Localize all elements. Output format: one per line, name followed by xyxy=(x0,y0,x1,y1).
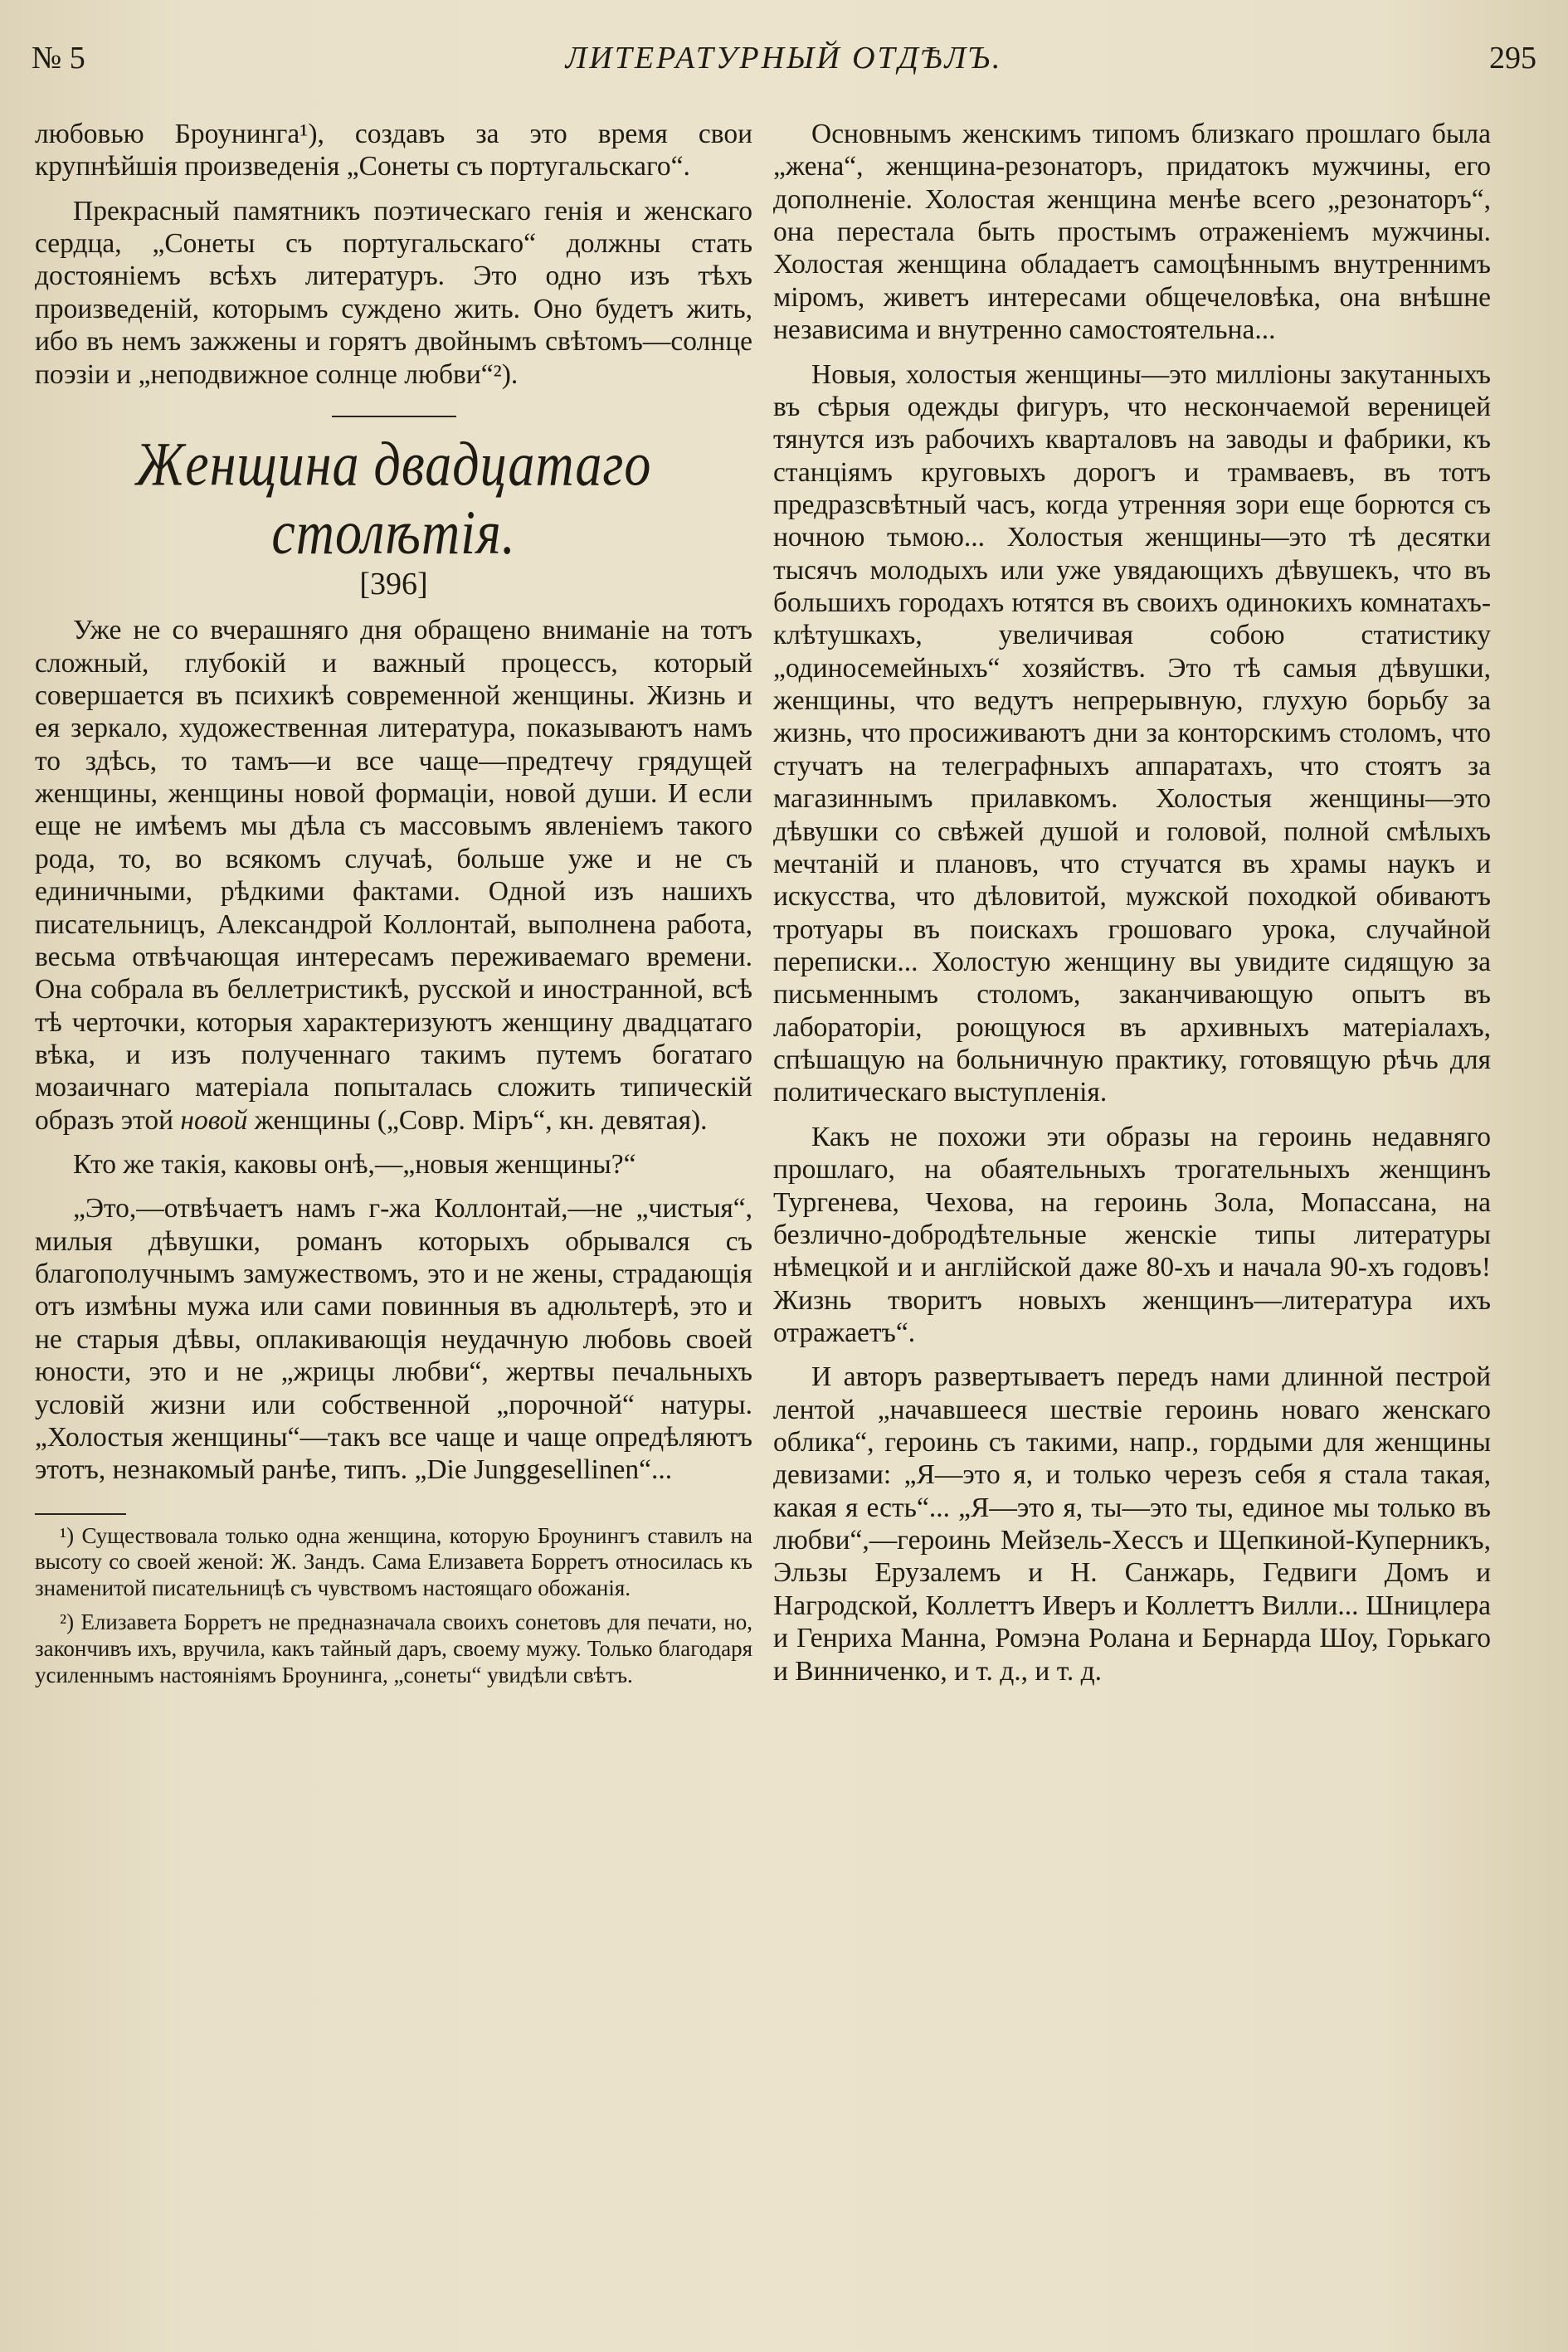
article-title: Женщина двадцатаго столѣтія. xyxy=(135,429,652,567)
right-column xyxy=(773,118,1491,1687)
intro-paragraph: Прекрасный памятникъ поэтическаго генія и женскаго сердца, „Сонеты съ португальскаго“ должны стать достояніемъ всѣхъ литературъ. Это одно изъ тѣхъ произведеній, которымъ суждено жить. Оно будетъ жить, ибо въ немъ зажжены и горятъ двойнымъ свѣтомъ—солнце поэзіи и „неподвижное солнце любви“²). xyxy=(35,195,752,390)
section-divider xyxy=(332,416,456,417)
body-paragraph: И авторъ развертываетъ передъ нами длинной пестрой лентой „начавшееся шествіе героинь новаго женскаго облика“, героинь съ такими, напр., гордыми для женщины девизами: „Я—это я, и только черезъ себя я стала такая, какая я есть“... „Я—это я, ты—это ты, единое мы только въ любви“,—героинь Мейзель-Хессъ и Щепкиной-Куперникъ, Эльзы Ерузалемъ и Н. Санжарь, Гедвиги Домъ и Нагродской, Коллеттъ Иверъ и Коллеттъ Вилли... Шницлера и Генриха Манна, Ромэна Ролана и Бернарда Шоу, Горькаго и Винниченко, и т. д., и т. д. xyxy=(773,1361,1491,1687)
page-number: 295 xyxy=(1489,41,1536,75)
quote-paragraph: „Это,—отвѣчаетъ намъ г-жа Коллонтай,—не „чистыя“, милыя дѣвушки, романъ которыхъ обрывался съ благополучнымъ замужествомъ, это и не жены, страдающія отъ измѣны мужа или сами повинныя въ адюльтерѣ, это и не старыя дѣвы, оплакивающія неудачную любовь своей юности, это и не „жрицы любви“, жертвы печальныхъ условій жизни или собственной „порочной“ натуры. „Холостыя женщины“—такъ все чаще и чаще опредѣляютъ этотъ, незнакомый ранѣе, типъ. „Die Junggesellinen“... xyxy=(35,1193,752,1486)
body-paragraph xyxy=(35,614,752,1137)
footnote: ¹) Существовала только одна женщина, которую Броунингъ ставилъ на высоту со своей женой: Ж. Зандъ. Сама Елизавета Борретъ относилась къ знаменитой писательницѣ съ чувствомъ настоящаго обожанія. xyxy=(35,1522,752,1600)
section-title: ЛИТЕРАТУРНЫЙ ОТДѢЛЪ. xyxy=(565,41,1003,75)
footnote-divider xyxy=(35,1513,126,1515)
italic-word: новой xyxy=(180,1104,248,1136)
left-column xyxy=(35,118,752,1688)
body-text: женщины („Совр. Міръ“, кн. девятая). xyxy=(254,1104,708,1136)
body-paragraph: Какъ не похожи эти образы на героинь недавняго прошлаго, на обаятельныхъ трогательныхъ женщинъ Тургенева, Чехова, на героинь Зола, Мопассана, на безлично-добродѣтельные женскіе типы литературы нѣмецкой и и англійской даже 80-хъ и начала 90-хъ годовъ! Жизнь творитъ новыхъ женщинъ—литература ихъ отражаетъ“. xyxy=(773,1121,1491,1348)
body-paragraph: Кто же такія, каковы онѣ,—„новыя женщины?“ xyxy=(73,1149,636,1181)
page-header xyxy=(32,40,1536,90)
footnote: ²) Елизавета Борретъ не предназначала своихъ сонетовъ для печати, но, закончивъ ихъ, вручила, какъ тайный даръ, своему мужу. Только благодаря усиленнымъ настояніямъ Броунинга, „сонеты“ увидѣли свѣтъ. xyxy=(35,1609,752,1687)
body-paragraph: Основнымъ женскимъ типомъ близкаго прошлаго была „жена“, женщина-резонаторъ, придатокъ мужчины, его дополненіе. Холостая женщина менѣе всего „резонаторъ“, она перестала быть простымъ отраженіемъ мужчины. Холостая женщина обладаетъ самоцѣннымъ внутреннимъ міромъ, живетъ интересами общечеловѣка, она внѣшне независима и внутренно самостоятельна... xyxy=(773,119,1491,346)
body-paragraph: Новыя, холостыя женщины—это милліоны закутанныхъ въ сѣрыя одежды фигуръ, что нескончаемой вереницей тянутся изъ рабочихъ кварталовъ на заводы и фабрики, къ станціямъ круговыхъ дорогъ и трамваевъ, въ тотъ предразсвѣтный часъ, когда утренняя зори еще борются съ ночною тьмою... Холостыя женщины—это тѣ десятки тысячъ молодыхъ или уже увядающихъ дѣвушекъ, что въ большихъ городахъ ютятся въ своихъ одинокихъ комнатахъ-клѣтушкахъ, увеличивая собою статистику „одиносемейныхъ“ хозяйствъ. Это тѣ самыя дѣвушки, женщины, что ведутъ непрерывную, глухую борьбу за жизнь, что просиживаютъ дни за конторскимъ столомъ, что стучатъ на телеграфныхъ аппаратахъ, что стоятъ за магазиннымъ прилавкомъ. Холостыя женщины—это дѣвушки со свѣжей душой и головой, полной смѣлыхъ мечтаній и плановъ, что стучатся въ храмы наукъ и искусства, что дѣловитой, мужской походкой обиваютъ тротуары въ поискахъ грошоваго урока, случайной переписки... Холостую женщину вы увидите сидящую за письменнымъ столомъ, заканчивающую опытъ въ лабораторіи, роющуюся въ архивныхъ матеріалахъ, спѣшащую на больничную практику, готовящую рѣчь для политическаго выступленія. xyxy=(773,358,1491,1108)
issue-number: № 5 xyxy=(32,41,85,75)
footnotes xyxy=(35,1523,752,1688)
body-text: Уже не со вчерашняго дня обращено вниманіе на тотъ сложный, глубокій и важный процессъ, который совершается въ психикѣ современной женщины. Жизнь и ея зеркало, художественная литература, показываютъ намъ то здѣсь, то тамъ—и все чаще—предтечу грядущей женщины, женщины новой формаціи, новой души. И если еще не имѣемъ мы дѣла съ массовымъ явленіемъ такого рода, то, во всякомъ случаѣ, больше уже и не съ единичными, рѣдкими фактами. Одной изъ нашихъ писательницъ, Александрой Коллонтай, выполнена работа, весьма отвѣчающая интересамъ переживаемаго времени. Она собрала въ беллетристикѣ, русской и иностранной, всѣ тѣ черточки, которыя характеризуютъ женщину двадцатаго вѣка, и изъ полученнаго такимъ путемъ богатаго мозаичнаго матеріала попыталась сложить типическій образъ этой xyxy=(35,615,752,1136)
intro-paragraph: любовью Броунинга¹), создавъ за это время свои крупнѣйшія произведенія „Сонеты съ португальскаго“. xyxy=(35,119,752,183)
article-number: [396] xyxy=(359,566,428,601)
